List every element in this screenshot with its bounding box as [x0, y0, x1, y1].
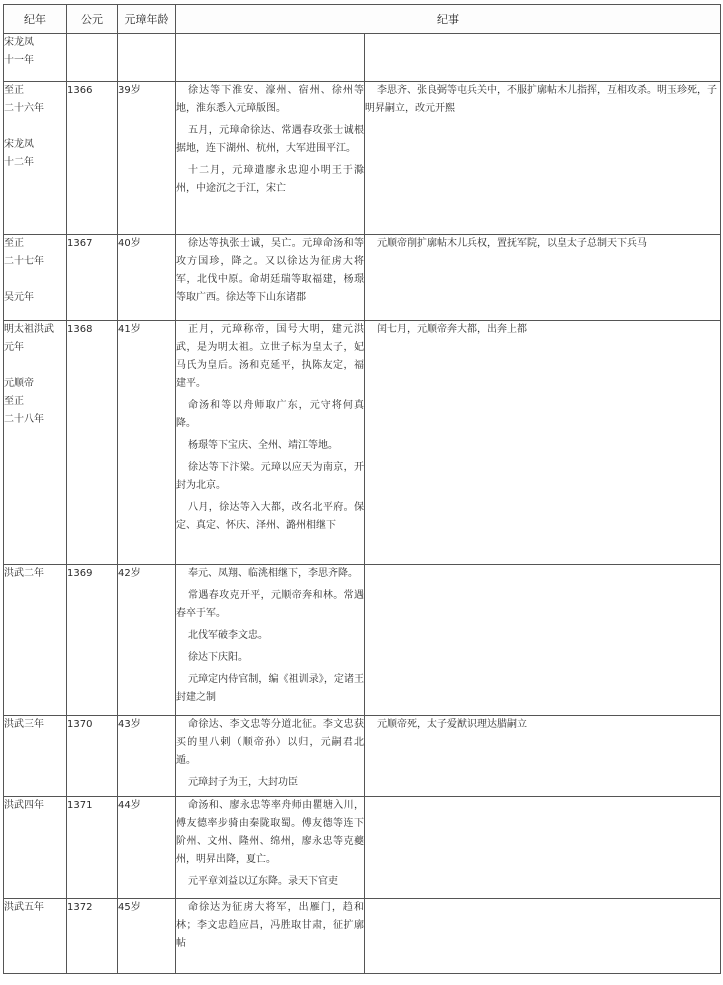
events-main-cell — [176, 797, 365, 899]
era-line: 至正 — [4, 238, 24, 249]
age-cell: 43岁 — [118, 716, 176, 797]
events-main-cell — [176, 716, 365, 797]
event-paragraph: 命汤和等以舟师取广东，元守将何真降。 — [176, 400, 364, 429]
events-other-cell — [365, 716, 721, 797]
table-body — [4, 34, 721, 974]
event-paragraph: 杨璟等下宝庆、全州、靖江等地。 — [188, 440, 338, 451]
era-line: 宋龙凤 — [4, 37, 34, 48]
era-line: 洪武三年 — [4, 719, 44, 730]
year-cell — [67, 34, 118, 82]
chronology-table — [3, 4, 721, 974]
era-line — [4, 271, 66, 289]
event-paragraph: 元璋封子为王，大封功臣 — [188, 777, 298, 788]
events-other-cell — [365, 321, 721, 565]
year-cell: 1367 — [67, 235, 118, 321]
era-cell — [4, 565, 67, 716]
header-events: 纪事 — [176, 5, 721, 34]
table-row — [4, 321, 721, 565]
event-paragraph: 闰七月，元顺帝奔大都，出奔上都 — [377, 324, 527, 335]
era-line: 至正 — [4, 85, 24, 96]
era-line: 二十七年 — [4, 256, 44, 267]
events-other-cell — [365, 82, 721, 235]
event-paragraph: 元璋定内侍官制，编《祖训录》，定诸王封建之制 — [176, 674, 364, 703]
header-age: 元璋年龄 — [118, 5, 176, 34]
table-row — [4, 797, 721, 899]
events-main-cell — [176, 82, 365, 235]
year-cell: 1371 — [67, 797, 118, 899]
age-cell: 41岁 — [118, 321, 176, 565]
events-other-cell — [365, 565, 721, 716]
era-line: 十二年 — [4, 157, 34, 168]
age-cell: 45岁 — [118, 899, 176, 974]
year-cell: 1366 — [67, 82, 118, 235]
era-cell — [4, 797, 67, 899]
era-line: 宋龙凤 — [4, 139, 34, 150]
age-cell: 42岁 — [118, 565, 176, 716]
header-year: 公元 — [67, 5, 118, 34]
table-row — [4, 235, 721, 321]
header-row — [4, 5, 721, 34]
era-cell — [4, 899, 67, 974]
era-cell — [4, 321, 67, 565]
era-cell — [4, 34, 67, 82]
event-paragraph: 命汤和、廖永忠等率舟师由瞿塘入川，傅友德率步骑由秦陇取蜀。傅友德等连下阶州、文州、隆州、绵州，廖永忠等克夔州，明昇出降，夏亡。 — [176, 800, 364, 865]
era-line: 二十八年 — [4, 414, 44, 425]
age-cell: 44岁 — [118, 797, 176, 899]
event-paragraph: 命徐达、李文忠等分道北征。李文忠获买的里八剌（顺帝孙）以归，元嗣君北遁。 — [176, 719, 364, 766]
event-paragraph: 徐达等下淮安、濠州、宿州、徐州等地，淮东悉入元璋版图。 — [176, 85, 364, 114]
event-paragraph: 北伐军破李文忠。 — [188, 630, 268, 641]
era-cell — [4, 716, 67, 797]
age-cell: 39岁 — [118, 82, 176, 235]
table-row — [4, 34, 721, 82]
event-paragraph: 正月，元璋称帝，国号大明，建元洪武，是为明太祖。立世子标为皇太子，妃马氏为皇后。汤和克延平，执陈友定，福建平。 — [176, 324, 364, 389]
era-line: 至正 — [4, 396, 24, 407]
era-line: 明太祖洪武 — [4, 324, 54, 335]
events-main-cell — [176, 565, 365, 716]
events-other-cell — [365, 235, 721, 321]
event-paragraph: 元顺帝削扩廓帖木儿兵权，置抚军院，以皇太子总制天下兵马 — [377, 238, 647, 249]
table-row — [4, 82, 721, 235]
event-paragraph: 十二月，元璋遣廖永忠迎小明王于滁州，中途沉之于江，宋亡 — [176, 165, 364, 194]
era-line — [4, 118, 66, 136]
events-main-cell — [176, 235, 365, 321]
era-cell — [4, 82, 67, 235]
event-paragraph: 命徐达为征虏大将军，出雁门，趋和林；李文忠趋应昌，冯胜取甘肃，征扩廓帖 — [176, 902, 364, 949]
year-cell: 1368 — [67, 321, 118, 565]
age-cell: 40岁 — [118, 235, 176, 321]
year-cell: 1369 — [67, 565, 118, 716]
era-cell — [4, 235, 67, 321]
event-paragraph: 元顺帝死，太子爱猷识理达腊嗣立 — [377, 719, 527, 730]
era-line: 吴元年 — [4, 292, 34, 303]
table-row — [4, 899, 721, 974]
events-main-cell — [176, 899, 365, 974]
table-row — [4, 565, 721, 716]
events-main-cell — [176, 321, 365, 565]
year-cell: 1372 — [67, 899, 118, 974]
event-paragraph: 八月，徐达等入大都，改名北平府。保定、真定、怀庆、泽州、潞州相继下 — [176, 502, 364, 531]
era-line: 洪武五年 — [4, 902, 44, 913]
era-line: 元顺帝 — [4, 378, 34, 389]
event-paragraph: 徐达等下汴梁。元璋以应天为南京，开封为北京。 — [176, 462, 364, 491]
era-line: 元年 — [4, 342, 24, 353]
events-other-cell — [365, 797, 721, 899]
event-paragraph: 李思齐、张良弼等屯兵关中，不服扩廓帖木儿指挥，互相攻杀。明玉珍死，子明昇嗣立，改元开熙 — [365, 85, 717, 114]
event-paragraph: 奉元、凤翔、临洮相继下，李思齐降。 — [188, 568, 358, 579]
event-paragraph: 常遇春攻克开平，元顺帝奔和林。常遇春卒于军。 — [176, 590, 364, 619]
era-line — [4, 357, 66, 375]
era-line: 洪武二年 — [4, 568, 44, 579]
era-line: 十一年 — [4, 55, 34, 66]
table-row — [4, 716, 721, 797]
age-cell — [118, 34, 176, 82]
event-paragraph: 徐达下庆阳。 — [188, 652, 248, 663]
year-cell: 1370 — [67, 716, 118, 797]
event-paragraph: 五月，元璋命徐达、常遇春攻张士诚根据地，连下湖州、杭州，大军进围平江。 — [176, 125, 364, 154]
event-paragraph: 徐达等执张士诚，吴亡。元璋命汤和等攻方国珍，降之。又以徐达为征虏大将军，北伐中原。命胡廷瑞等取福建，杨璟等取广西。徐达等下山东诸郡 — [176, 238, 364, 303]
events-main-cell — [176, 34, 365, 82]
era-line: 二十六年 — [4, 103, 44, 114]
events-other-cell — [365, 34, 721, 82]
era-line: 洪武四年 — [4, 800, 44, 811]
events-other-cell — [365, 899, 721, 974]
event-paragraph: 元平章刘益以辽东降。录天下官吏 — [188, 876, 338, 887]
header-era: 纪年 — [4, 5, 67, 34]
